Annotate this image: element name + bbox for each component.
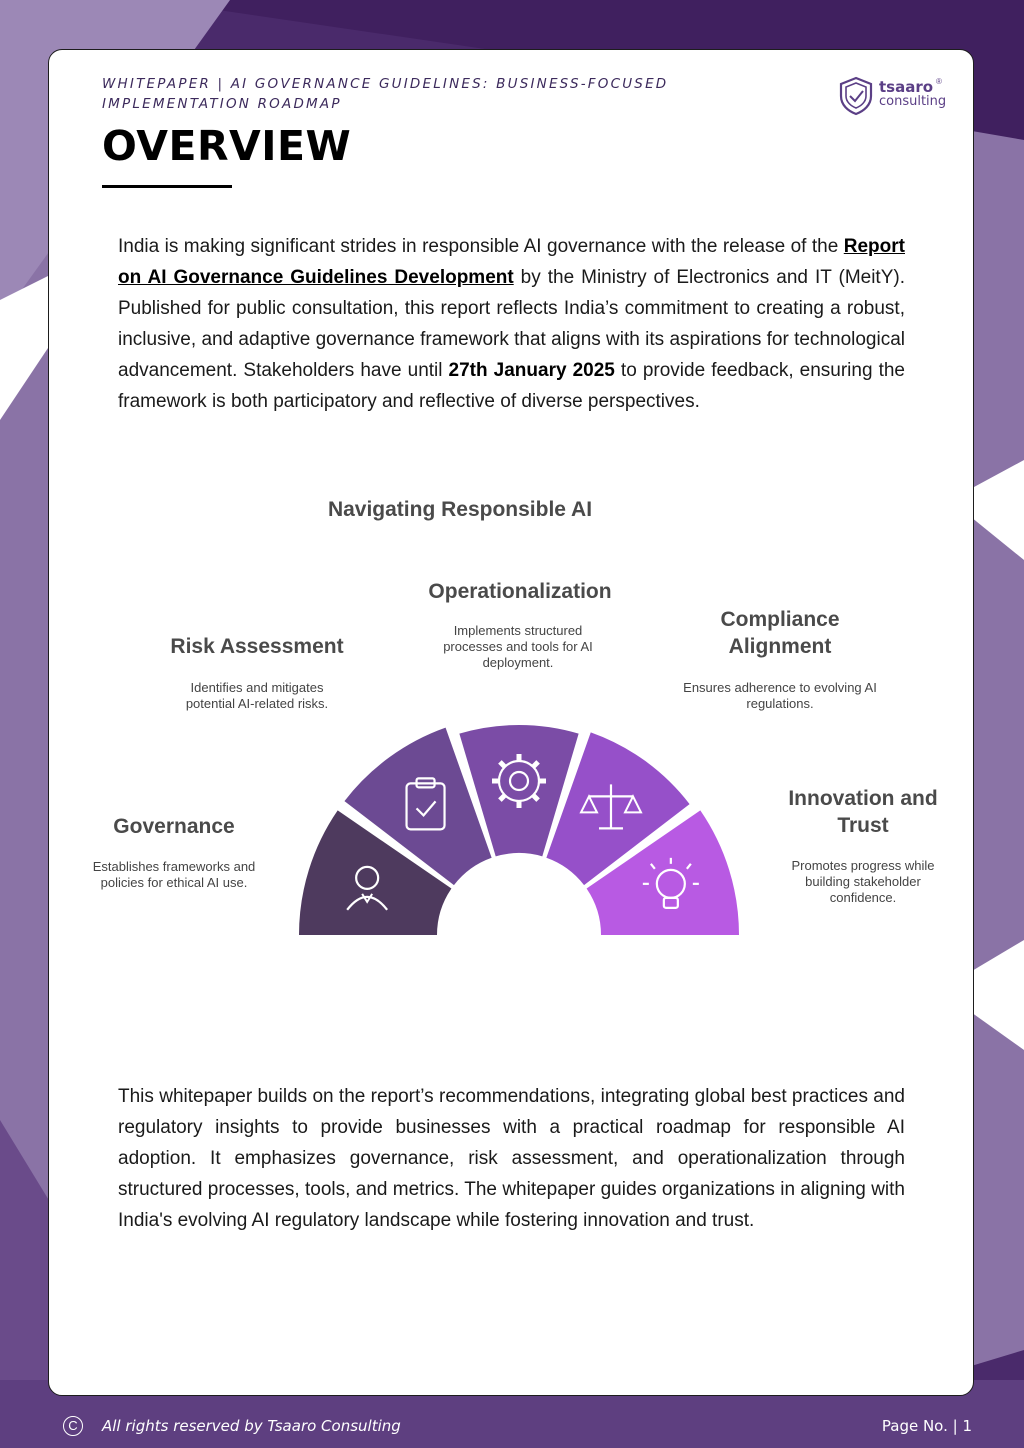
intro-text-1: India is making significant strides in responsible AI governance with the release of the (118, 236, 844, 257)
segment-desc-operationalization: Implements structured processes and tools for AI deployment. (443, 623, 593, 670)
deadline-date: 27th January 2025 (448, 360, 615, 381)
shield-logo-icon (838, 76, 874, 116)
intro-paragraph (118, 231, 905, 417)
whitepaper-header: WHITEPAPER | AI GOVERNANCE GUIDELINES: BUSINESS-FOCUSED IMPLEMENTATION ROADMAP (102, 76, 669, 112)
diagram-title: Navigating Responsible AI (327, 498, 593, 521)
page-title: OVERVIEW (102, 122, 352, 170)
segment-desc-innovation-trust: Promotes progress while building stakeholder confidence. (791, 858, 935, 905)
page-number: Page No. | 1 (881, 1417, 972, 1435)
intro-text-2: by the Ministry of Electronics and IT (MeitY). Published for public consultation, this report reflects India’s commitment to creating a robust, inclusive, and adaptive governance framework that aligns with its aspirations for technological advancement. Stakeholders have until (118, 267, 905, 381)
intro-text-3: to provide feedback, ensuring the framework is both participatory and reflective of diverse perspectives. (118, 360, 906, 412)
logo-registered: ® (936, 77, 942, 86)
segment-desc-compliance-alignment: Ensures adherence to evolving AI regulations. (683, 680, 877, 711)
segment-title-innovation-trust: Innovation and Trust (788, 787, 938, 837)
logo-sub: consulting (879, 94, 947, 109)
tsaaro-logo (838, 74, 950, 118)
segment-title-risk-assessment: Risk Assessment (170, 635, 344, 658)
segment-desc-governance: Establishes frameworks and policies for ethical AI use. (92, 859, 256, 890)
report-link[interactable]: Report on AI Governance Guidelines Development (118, 236, 905, 288)
segment-desc-risk-assessment: Identifies and mitigates potential AI-related risks. (185, 680, 329, 711)
summary-paragraph: This whitepaper builds on the report’s recommendations, integrating global best practices and regulatory insights to provide businesses with a practical roadmap for responsible AI adoption. It emphasizes governance, risk assessment, and operationalization through structured processes, tools, and metrics. The whitepaper guides organizations in aligning with India's evolving AI regulatory landscape while fostering innovation and trust. (118, 1086, 905, 1231)
segment-title-governance: Governance (113, 815, 235, 838)
title-underline (102, 185, 232, 188)
segment-title-compliance-alignment: Compliance Alignment (720, 608, 840, 658)
segment-title-operationalization: Operationalization (428, 580, 612, 603)
logo-brand: tsaaro (879, 78, 934, 96)
footer-rights: All rights reserved by Tsaaro Consulting (102, 1417, 401, 1435)
copyright-icon: C (63, 1416, 83, 1436)
